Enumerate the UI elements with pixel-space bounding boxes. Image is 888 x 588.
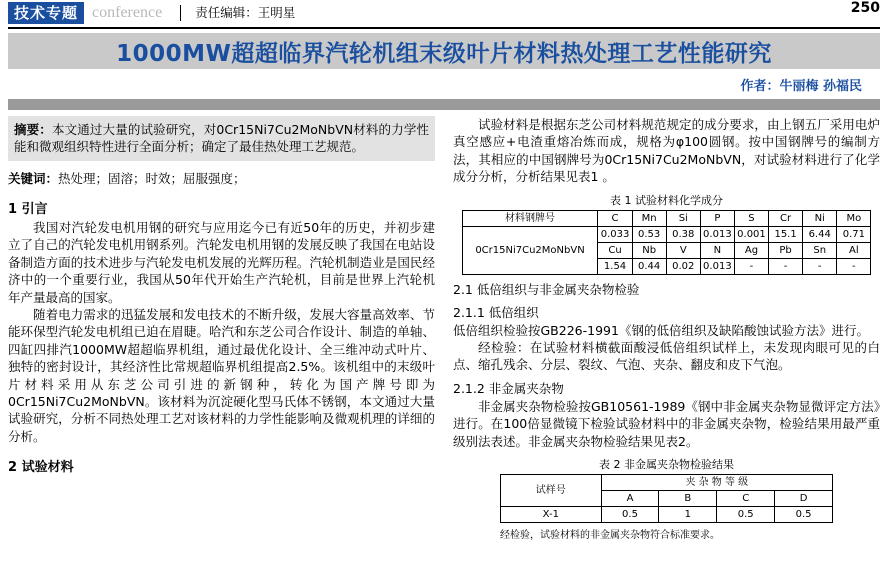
- authors: 作者：牛丽梅 孙福民: [740, 78, 862, 94]
- table2-sample-id: X-1: [500, 507, 601, 523]
- table1-h-pb: Pb: [769, 242, 803, 258]
- material-paragraph-1: 试验材料是根据东芝公司材料规范规定的成分要求，由上钢五厂采用电炉真空感应+电渣重熔冶炼而成，规格为φ100圆钢。按中国钢牌号的编制方法，其相应的中国钢牌号为0Cr15Ni7Cu2MoNbVN，对试验材料进行了化学成分分析，分析结果见表1 。: [453, 117, 880, 185]
- table2-value-c: 0.5: [717, 507, 775, 523]
- heading-2-1: 2.1 低倍组织与非金属夹杂物检验: [453, 281, 640, 297]
- inclusion-paragraph: 非金属夹杂物检验按GB10561-1989《钢中非金属夹杂物显微评定方法》进行。在100倍显微镜下检验试验材料中的非金属夹杂物，检验结果用最严重级别法表述。非金属夹杂物检验结果见表2。: [453, 398, 880, 449]
- table1-rowlabel: 0Cr15Ni7Cu2MoNbVN: [462, 226, 598, 274]
- page-header: [8, 0, 880, 29]
- right-column: [453, 116, 880, 571]
- abstract-box: [8, 116, 435, 161]
- section-badge: 技术专题: [8, 2, 84, 24]
- table1-v-nb: 0.44: [632, 258, 666, 274]
- responsible-editor: 责任编辑：王明星: [180, 5, 295, 21]
- table1-v-pb: -: [769, 258, 803, 274]
- heading-test-material: 2 试验材料: [8, 460, 74, 476]
- table-row: [462, 226, 871, 242]
- table1-h-s: S: [734, 210, 768, 226]
- table1-v-ni: 6.44: [803, 226, 837, 242]
- table1-v-mo: 0.71: [837, 226, 871, 242]
- chemical-composition-table: [462, 210, 872, 275]
- table2-caption: 表 2 非金属夹杂物检验结果: [599, 458, 734, 472]
- intro-paragraph-1: 我国对汽轮发电机用钢的研究与应用迄今已有近50年的历史，并初步建立了自己的汽轮发电机用钢系列。汽轮发电机用钢的发展反映了我国在电站设备制造方面的技术进步与汽轮发电机发展的光辉历程。汽轮机制造业是国民经济中的一个重要行业，我国从50年代开始生产汽轮机，目前是世界上汽轮机年产量最高的国家。: [8, 220, 435, 305]
- keywords: [8, 170, 435, 187]
- table1-v-cr: 15.1: [769, 226, 803, 242]
- table2-value-a: 0.5: [601, 507, 659, 523]
- table1-h-mo: Mo: [837, 210, 871, 226]
- table1-h-ni: Ni: [803, 210, 837, 226]
- table1-v-cu: 1.54: [598, 258, 632, 274]
- table1-h-si: Si: [666, 210, 700, 226]
- table1-v-al: -: [837, 258, 871, 274]
- table1-rowlabel-header: 材料钢牌号: [462, 210, 598, 226]
- table1-h-cu: Cu: [598, 242, 632, 258]
- macro-structure-paragraph: 低倍组织检验按GB226-1991《钢的低倍组织及缺陷酸蚀试验方法》进行。: [453, 322, 869, 338]
- table1-v-s: 0.001: [734, 226, 768, 242]
- table-row: [500, 507, 832, 523]
- table2-col1-header: 试样号: [500, 475, 601, 507]
- table2-subheader-c: C: [717, 491, 775, 507]
- table1-h-n: N: [700, 242, 734, 258]
- table1-v-c: 0.033: [598, 226, 632, 242]
- conference-label: conference: [92, 4, 163, 21]
- table2-note: 经检验，试验材料的非金属夹杂物符合标准要求。: [499, 530, 720, 542]
- table-row: [500, 475, 832, 491]
- table2-subheader-d: D: [775, 491, 833, 507]
- table2-group-header: 夹 杂 物 等 级: [601, 475, 832, 491]
- table1-h-sn: Sn: [803, 242, 837, 258]
- page-number: 250: [850, 0, 880, 16]
- table1-v-p: 0.013: [700, 226, 734, 242]
- table1-h-nb: Nb: [632, 242, 666, 258]
- keywords-text: 热处理；固溶；时效；屈服强度；: [58, 171, 246, 186]
- divider-bar: [8, 99, 880, 110]
- table-row: [462, 210, 871, 226]
- table1-v-sn: -: [803, 258, 837, 274]
- table2-value-d: 0.5: [775, 507, 833, 523]
- table2-subheader-a: A: [601, 491, 659, 507]
- intro-paragraph-2: 随着电力需求的迅猛发展和发电技术的不断升级，发展大容量高效率、节能环保型汽轮发电机组已迫在眉睫。哈汽和东芝公司合作设计、制造的单轴、四缸四排汽1000MW超超临界机组，通过最优化设计、全三维冲动式叶片、独特的密封设计，其经济性比常规超临界机组提高2.5%。该机组中的末级叶片材料采用从东芝公司引进的新钢种，转化为国产牌号即为0Cr15Ni7Cu2MoNbVN。该材料为沉淀硬化型马氏体不锈钢，本文通过大量试验研究，分析不同热处理工艺对该材料的力学性能影响及微观机理的详细的分析。: [8, 307, 435, 444]
- table1-v-n: 0.013: [700, 258, 734, 274]
- table1-h-al: Al: [837, 242, 871, 258]
- author-band: [8, 69, 880, 99]
- page-title: 1000MW超超临界汽轮机组末级叶片材料热处理工艺性能研究: [116, 40, 772, 67]
- table1-h-cr: Cr: [769, 210, 803, 226]
- table1-v-v: 0.02: [666, 258, 700, 274]
- table2-subheader-b: B: [659, 491, 717, 507]
- title-band: [8, 33, 880, 69]
- abstract-label: 摘要：: [14, 122, 52, 137]
- left-column: [8, 116, 435, 571]
- table1-h-c: C: [598, 210, 632, 226]
- table2-value-b: 1: [659, 507, 717, 523]
- inclusion-result-table: [500, 474, 833, 523]
- table1-caption: 表 1 试验材料化学成分: [610, 193, 723, 207]
- table1-v-ag: -: [734, 258, 768, 274]
- table1-h-mn: Mn: [632, 210, 666, 226]
- table1-v-mn: 0.53: [632, 226, 666, 242]
- table1-v-si: 0.38: [666, 226, 700, 242]
- content-columns: [8, 116, 880, 571]
- table1-h-p: P: [700, 210, 734, 226]
- table1-h-v: V: [666, 242, 700, 258]
- abstract-text: 本文通过大量的试验研究，对0Cr15Ni7Cu2MoNbVN材料的力学性能和微观组织特性进行全面分析；确定了最佳热处理工艺规范。: [14, 122, 429, 154]
- table1-h-ag: Ag: [734, 242, 768, 258]
- heading-introduction: 1 引言: [8, 202, 48, 217]
- heading-2-1-1: 2.1.1 低倍组织: [453, 304, 539, 320]
- inspection-result-paragraph: 经检验：在试验材料横截面酸浸低倍组织试样上，未发现肉眼可见的白点、缩孔残余、分层、裂纹、气泡、夹杂、翻皮和皮下气泡。: [453, 340, 880, 373]
- keywords-label: 关键词：: [8, 171, 59, 186]
- heading-2-1-2: 2.1.2 非金属夹杂物: [453, 380, 564, 396]
